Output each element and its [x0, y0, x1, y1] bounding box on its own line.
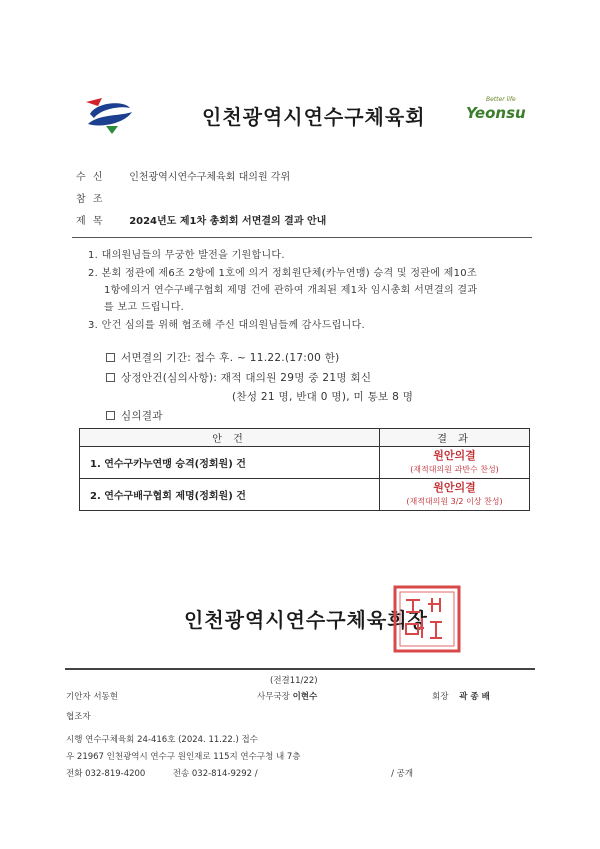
paragraph-3: 3. 안건 심의를 위해 협조해 주신 대의원님들께 감사드립니다.	[88, 320, 366, 331]
enforcement-info: 시행 연수구체육회 24-416호 (2024. 11.22.) 접수	[66, 735, 258, 745]
disclosure-status: / 공개	[391, 769, 414, 779]
paragraph-2-line-2: 1항에의거 연수구배구협회 제명 건에 관하여 개최된 제1차 임시총회 서면결의 결과	[104, 285, 478, 296]
cooperator-label: 협조자	[66, 712, 91, 722]
paragraph-2-line-1: 2. 본회 정관에 제6조 2항에 1호에 의거 정회원단체(카누연맹) 승격 및 정관에 제10조	[88, 268, 477, 279]
drafter-label: 기안자	[66, 692, 91, 702]
checkbox-icon	[106, 373, 115, 382]
result-heading	[106, 408, 163, 423]
result-value: 원안의결	[433, 448, 476, 462]
paragraph-1: 1. 대의원님들의 무궁한 발전을 기원합니다.	[88, 250, 285, 261]
result-note: (재적대의원 과반수 찬성)	[410, 464, 499, 474]
drafter	[66, 690, 118, 702]
official-seal-icon	[392, 584, 462, 654]
final-approval-date: (전결11/22)	[270, 676, 318, 686]
chairperson-name: 곽 종 배	[459, 692, 490, 702]
org-logo-icon	[84, 94, 134, 134]
yeonsu-tagline: Better life	[486, 96, 516, 103]
vote-tally: (찬성 21 명, 반대 0 명), 미 통보 8 명	[232, 391, 414, 403]
drafter-name: 서동현	[93, 692, 118, 702]
header-divider	[72, 237, 532, 238]
reference-row	[76, 190, 126, 205]
agenda-item: 2. 연수구배구협회 제명(정회원) 건	[80, 479, 380, 511]
yeonsu-wordmark: Yeonsu	[466, 104, 526, 122]
chairperson-label: 회장	[432, 692, 449, 702]
column-header-item: 안 건	[80, 429, 380, 447]
table-row	[80, 479, 530, 511]
checkbox-icon	[106, 353, 115, 362]
result-heading-text: 심의결과	[121, 410, 163, 422]
chairperson	[432, 690, 490, 702]
subject-row	[76, 212, 326, 227]
president-signature: 인천광역시연수구체육회장	[184, 608, 428, 632]
paragraph-2-line-3: 를 보고 드립니다.	[104, 302, 185, 313]
subject-label: 제 목	[76, 216, 105, 227]
organization-title: 인천광역시연수구체육회	[202, 105, 426, 129]
result-table	[79, 428, 530, 511]
result-value: 원안의결	[433, 480, 476, 494]
secretary-general-name: 이현수	[292, 692, 318, 702]
recipient-row	[76, 168, 290, 183]
phone-number: 전화 032-819-4200	[66, 769, 146, 779]
result-note: (재적대의원 3/2 이상 찬성)	[406, 496, 503, 506]
resolution-period-text: 서면결의 기간: 접수 후. ~ 11.22.(17:00 한)	[121, 352, 340, 364]
subject-value: 2024년도 제1차 총회회 서면결의 결과 안내	[129, 216, 327, 227]
column-header-result: 결 과	[380, 429, 530, 447]
recipient-value: 인천광역시연수구체육회 대의원 각위	[129, 172, 291, 183]
agenda-result	[380, 447, 530, 479]
contact-info	[66, 767, 413, 779]
resolution-period	[106, 350, 340, 365]
secretary-general	[257, 690, 317, 702]
agenda-item: 1. 연수구카누연맹 승격(정회원) 건	[80, 447, 380, 479]
recipient-label: 수 신	[76, 172, 105, 183]
fax-number: 전송 032-814-9292 /	[172, 769, 258, 779]
reference-label: 참 조	[76, 194, 105, 205]
yeonsu-logo	[462, 96, 524, 130]
postal-address: 우 21967 인천광역시 연수구 원인재로 115지 연수구청 내 7층	[66, 752, 301, 762]
agenda-summary-text: 상정안건(심의사항): 재적 대의원 29명 중 21명 회신	[121, 372, 372, 384]
secretary-general-label: 사무국장	[257, 692, 290, 702]
checkbox-icon	[106, 411, 115, 420]
table-header-row	[80, 429, 530, 447]
table-row	[80, 447, 530, 479]
agenda-summary	[106, 370, 371, 385]
footer-divider	[65, 668, 535, 670]
agenda-result	[380, 479, 530, 511]
